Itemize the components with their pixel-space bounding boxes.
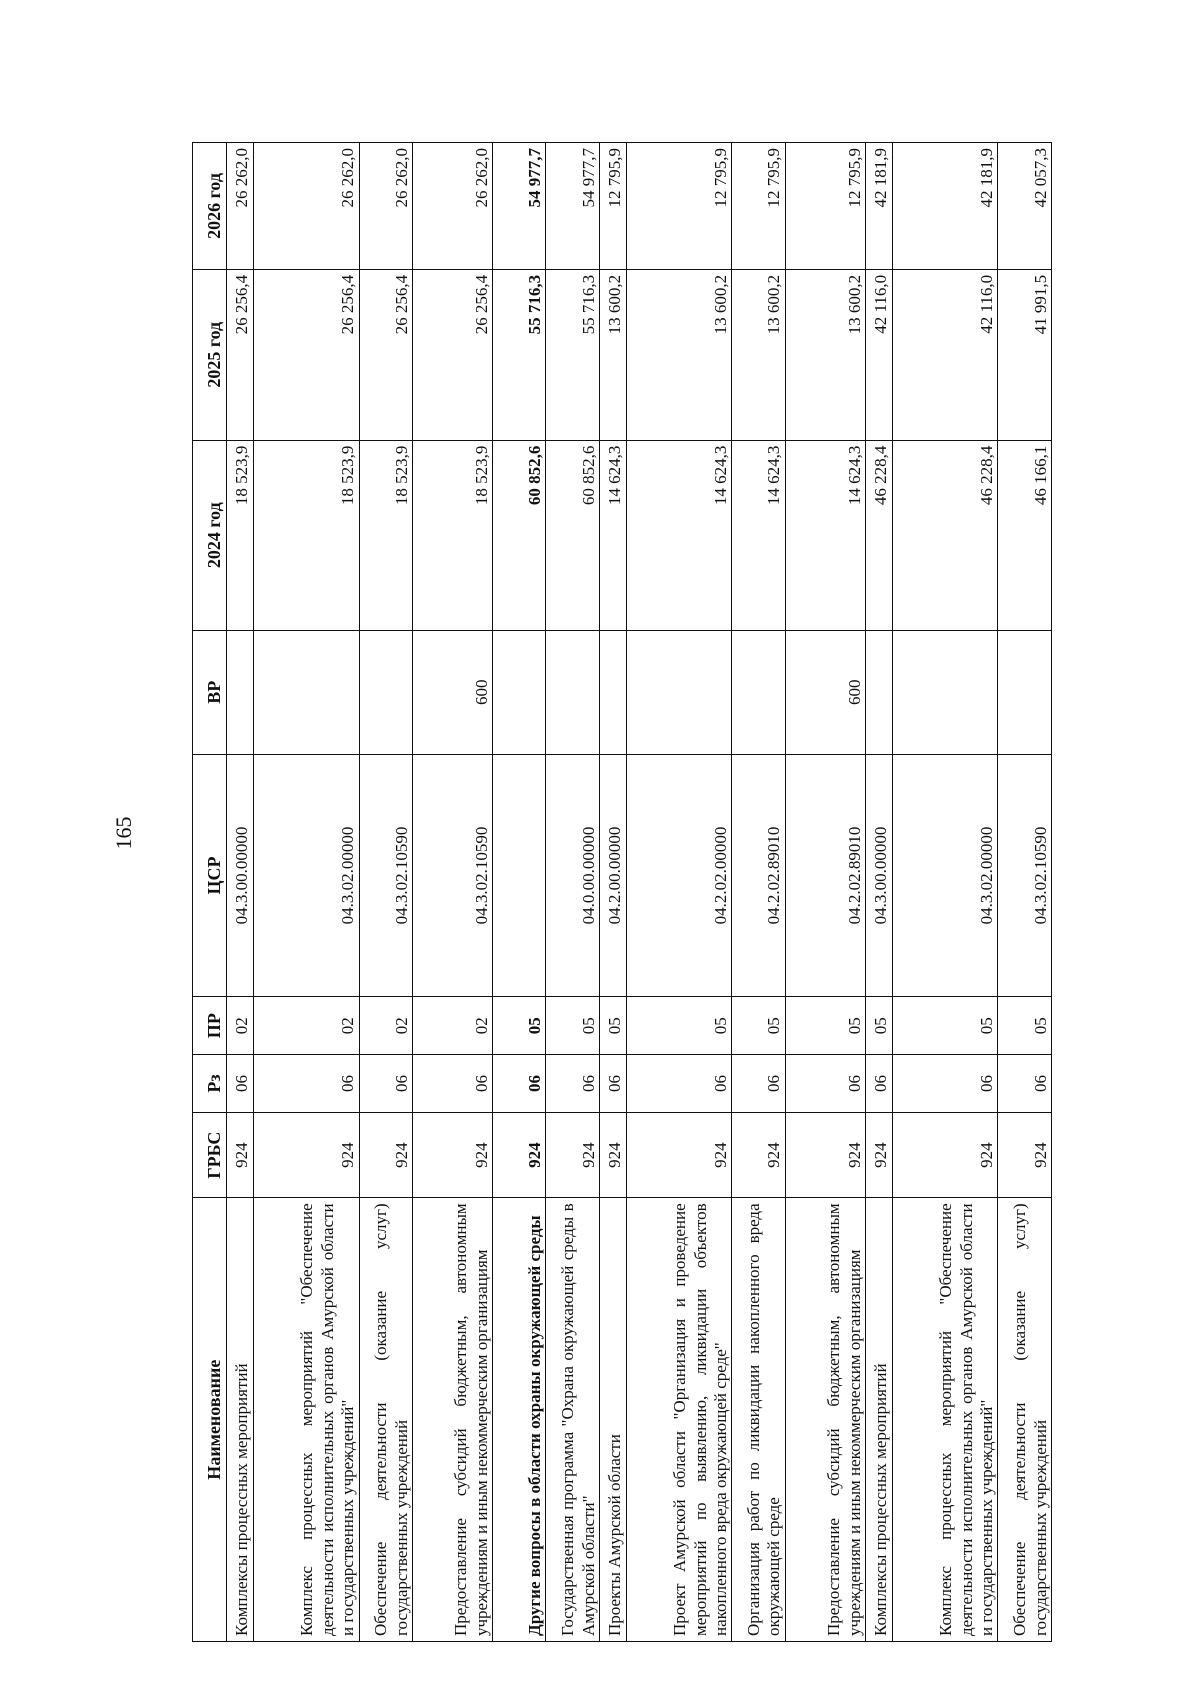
cell-vr xyxy=(892,630,998,754)
cell-grbs: 924 xyxy=(253,1112,359,1197)
cell-pr: 05 xyxy=(599,997,626,1055)
cell-pr: 05 xyxy=(785,997,865,1055)
table-row xyxy=(998,143,1052,1642)
cell-2024: 18 523,9 xyxy=(412,440,492,630)
cell-2024: 14 624,3 xyxy=(626,440,732,630)
cell-pr: 02 xyxy=(253,997,359,1055)
cell-csr: 04.3.02.10590 xyxy=(412,754,492,996)
rotated-table-container xyxy=(192,142,1052,1642)
table-header-row xyxy=(193,143,227,1642)
cell-2025: 26 256,4 xyxy=(227,269,254,440)
cell-grbs: 924 xyxy=(892,1112,998,1197)
cell-name: Предоставление субсидий бюджетным, автономным учреждениям и иным некоммерческим организациям xyxy=(412,1198,492,1642)
cell-vr xyxy=(359,630,412,754)
cell-vr xyxy=(493,630,546,754)
cell-2026: 12 795,9 xyxy=(732,143,785,270)
cell-2025: 26 256,4 xyxy=(412,269,492,440)
cell-grbs: 924 xyxy=(359,1112,412,1197)
cell-grbs: 924 xyxy=(599,1112,626,1197)
header-vr: ВР xyxy=(193,630,227,754)
table-row xyxy=(253,143,359,1642)
table-row xyxy=(359,143,412,1642)
cell-rz: 06 xyxy=(359,1055,412,1113)
cell-2026: 26 262,0 xyxy=(412,143,492,270)
cell-vr xyxy=(227,630,254,754)
cell-2026: 42 057,3 xyxy=(998,143,1052,270)
cell-pr: 02 xyxy=(359,997,412,1055)
cell-pr: 05 xyxy=(865,997,892,1055)
cell-csr: 04.3.02.10590 xyxy=(998,754,1052,996)
cell-2026: 54 977,7 xyxy=(493,143,546,270)
header-2025: 2025 год xyxy=(193,269,227,440)
cell-name: Обеспечение деятельности (оказание услуг) государственных учреждений xyxy=(359,1198,412,1642)
cell-2024: 46 228,4 xyxy=(892,440,998,630)
cell-pr: 05 xyxy=(732,997,785,1055)
cell-name: Комплексы процессных мероприятий xyxy=(227,1198,254,1642)
cell-name: Проекты Амурской области xyxy=(599,1198,626,1642)
header-pr: ПР xyxy=(193,997,227,1055)
cell-2025: 13 600,2 xyxy=(626,269,732,440)
cell-csr: 04.3.00.00000 xyxy=(227,754,254,996)
cell-name: Комплексы процессных мероприятий xyxy=(865,1198,892,1642)
cell-rz: 06 xyxy=(227,1055,254,1113)
cell-2025: 26 256,4 xyxy=(359,269,412,440)
cell-vr xyxy=(626,630,732,754)
header-csr: ЦСР xyxy=(193,754,227,996)
cell-rz: 06 xyxy=(546,1055,599,1113)
table-row xyxy=(493,143,546,1642)
cell-rz: 06 xyxy=(493,1055,546,1113)
cell-name: Государственная программа "Охрана окружающей среды в Амурской области" xyxy=(546,1198,599,1642)
cell-grbs: 924 xyxy=(865,1112,892,1197)
cell-csr: 04.3.00.00000 xyxy=(865,754,892,996)
table-row xyxy=(412,143,492,1642)
cell-csr: 04.3.02.10590 xyxy=(359,754,412,996)
cell-grbs: 924 xyxy=(227,1112,254,1197)
cell-grbs: 924 xyxy=(412,1112,492,1197)
cell-vr: 600 xyxy=(412,630,492,754)
cell-2024: 60 852,6 xyxy=(546,440,599,630)
cell-vr xyxy=(998,630,1052,754)
cell-2025: 13 600,2 xyxy=(732,269,785,440)
header-2026: 2026 год xyxy=(193,143,227,270)
cell-name: Проект Амурской области "Организация и проведение мероприятий по выявлению, ликвидации объектов накопленного вреда окружающей среде" xyxy=(626,1198,732,1642)
header-2024: 2024 год xyxy=(193,440,227,630)
cell-rz: 06 xyxy=(892,1055,998,1113)
cell-pr: 05 xyxy=(546,997,599,1055)
cell-2025: 13 600,2 xyxy=(785,269,865,440)
cell-pr: 02 xyxy=(412,997,492,1055)
cell-csr: 04.3.02.00000 xyxy=(892,754,998,996)
cell-2026: 26 262,0 xyxy=(227,143,254,270)
header-grbs: ГРБС xyxy=(193,1112,227,1197)
cell-2026: 12 795,9 xyxy=(599,143,626,270)
cell-name: Комплекс процессных мероприятий "Обеспечение деятельности исполнительных органов Амурской области и государственных учреждений" xyxy=(892,1198,998,1642)
table-row xyxy=(626,143,732,1642)
cell-rz: 06 xyxy=(785,1055,865,1113)
table-row xyxy=(599,143,626,1642)
cell-csr: 04.2.02.00000 xyxy=(626,754,732,996)
cell-grbs: 924 xyxy=(626,1112,732,1197)
cell-name: Обеспечение деятельности (оказание услуг) государственных учреждений xyxy=(998,1198,1052,1642)
cell-2024: 18 523,9 xyxy=(227,440,254,630)
cell-2024: 18 523,9 xyxy=(359,440,412,630)
cell-2024: 14 624,3 xyxy=(732,440,785,630)
cell-2026: 12 795,9 xyxy=(785,143,865,270)
table-row xyxy=(732,143,785,1642)
cell-rz: 06 xyxy=(626,1055,732,1113)
cell-vr xyxy=(732,630,785,754)
header-rz: Рз xyxy=(193,1055,227,1113)
cell-vr xyxy=(546,630,599,754)
cell-grbs: 924 xyxy=(998,1112,1052,1197)
page-number: 165 xyxy=(111,816,136,850)
cell-2025: 42 116,0 xyxy=(865,269,892,440)
cell-vr: 600 xyxy=(785,630,865,754)
cell-2025: 26 256,4 xyxy=(253,269,359,440)
table-row xyxy=(785,143,865,1642)
budget-table xyxy=(192,142,1052,1642)
cell-csr: 04.2.00.00000 xyxy=(599,754,626,996)
cell-2026: 42 181,9 xyxy=(865,143,892,270)
cell-2025: 55 716,3 xyxy=(493,269,546,440)
cell-pr: 05 xyxy=(626,997,732,1055)
cell-csr: 04.3.02.00000 xyxy=(253,754,359,996)
cell-rz: 06 xyxy=(998,1055,1052,1113)
cell-name: Предоставление субсидий бюджетным, автономным учреждениям и иным некоммерческим организациям xyxy=(785,1198,865,1642)
cell-vr xyxy=(599,630,626,754)
cell-rz: 06 xyxy=(732,1055,785,1113)
cell-2026: 42 181,9 xyxy=(892,143,998,270)
cell-name: Другие вопросы в области охраны окружающей среды xyxy=(493,1198,546,1642)
cell-2026: 26 262,0 xyxy=(253,143,359,270)
cell-csr xyxy=(493,754,546,996)
cell-2024: 14 624,3 xyxy=(599,440,626,630)
table-row xyxy=(546,143,599,1642)
cell-2025: 42 116,0 xyxy=(892,269,998,440)
cell-2025: 41 991,5 xyxy=(998,269,1052,440)
cell-grbs: 924 xyxy=(546,1112,599,1197)
cell-2026: 12 795,9 xyxy=(626,143,732,270)
cell-2024: 60 852,6 xyxy=(493,440,546,630)
cell-grbs: 924 xyxy=(493,1112,546,1197)
cell-pr: 02 xyxy=(227,997,254,1055)
cell-2025: 13 600,2 xyxy=(599,269,626,440)
table-row xyxy=(892,143,998,1642)
cell-2026: 54 977,7 xyxy=(546,143,599,270)
cell-2025: 55 716,3 xyxy=(546,269,599,440)
cell-csr: 04.2.02.89010 xyxy=(785,754,865,996)
cell-grbs: 924 xyxy=(732,1112,785,1197)
table-row xyxy=(227,143,254,1642)
cell-grbs: 924 xyxy=(785,1112,865,1197)
table-row xyxy=(865,143,892,1642)
header-name: Наименование xyxy=(193,1198,227,1642)
cell-pr: 05 xyxy=(493,997,546,1055)
cell-2024: 46 166,1 xyxy=(998,440,1052,630)
cell-rz: 06 xyxy=(253,1055,359,1113)
cell-csr: 04.0.00.00000 xyxy=(546,754,599,996)
cell-2026: 26 262,0 xyxy=(359,143,412,270)
cell-pr: 05 xyxy=(892,997,998,1055)
cell-2024: 14 624,3 xyxy=(785,440,865,630)
cell-csr: 04.2.02.89010 xyxy=(732,754,785,996)
cell-rz: 06 xyxy=(865,1055,892,1113)
cell-rz: 06 xyxy=(412,1055,492,1113)
cell-2024: 18 523,9 xyxy=(253,440,359,630)
cell-name: Организация работ по ликвидации накопленного вреда окружающей среде xyxy=(732,1198,785,1642)
cell-vr xyxy=(865,630,892,754)
table-body xyxy=(227,143,1052,1642)
cell-pr: 05 xyxy=(998,997,1052,1055)
cell-name: Комплекс процессных мероприятий "Обеспечение деятельности исполнительных органов Амурской области и государственных учреждений" xyxy=(253,1198,359,1642)
cell-2024: 46 228,4 xyxy=(865,440,892,630)
cell-rz: 06 xyxy=(599,1055,626,1113)
cell-vr xyxy=(253,630,359,754)
